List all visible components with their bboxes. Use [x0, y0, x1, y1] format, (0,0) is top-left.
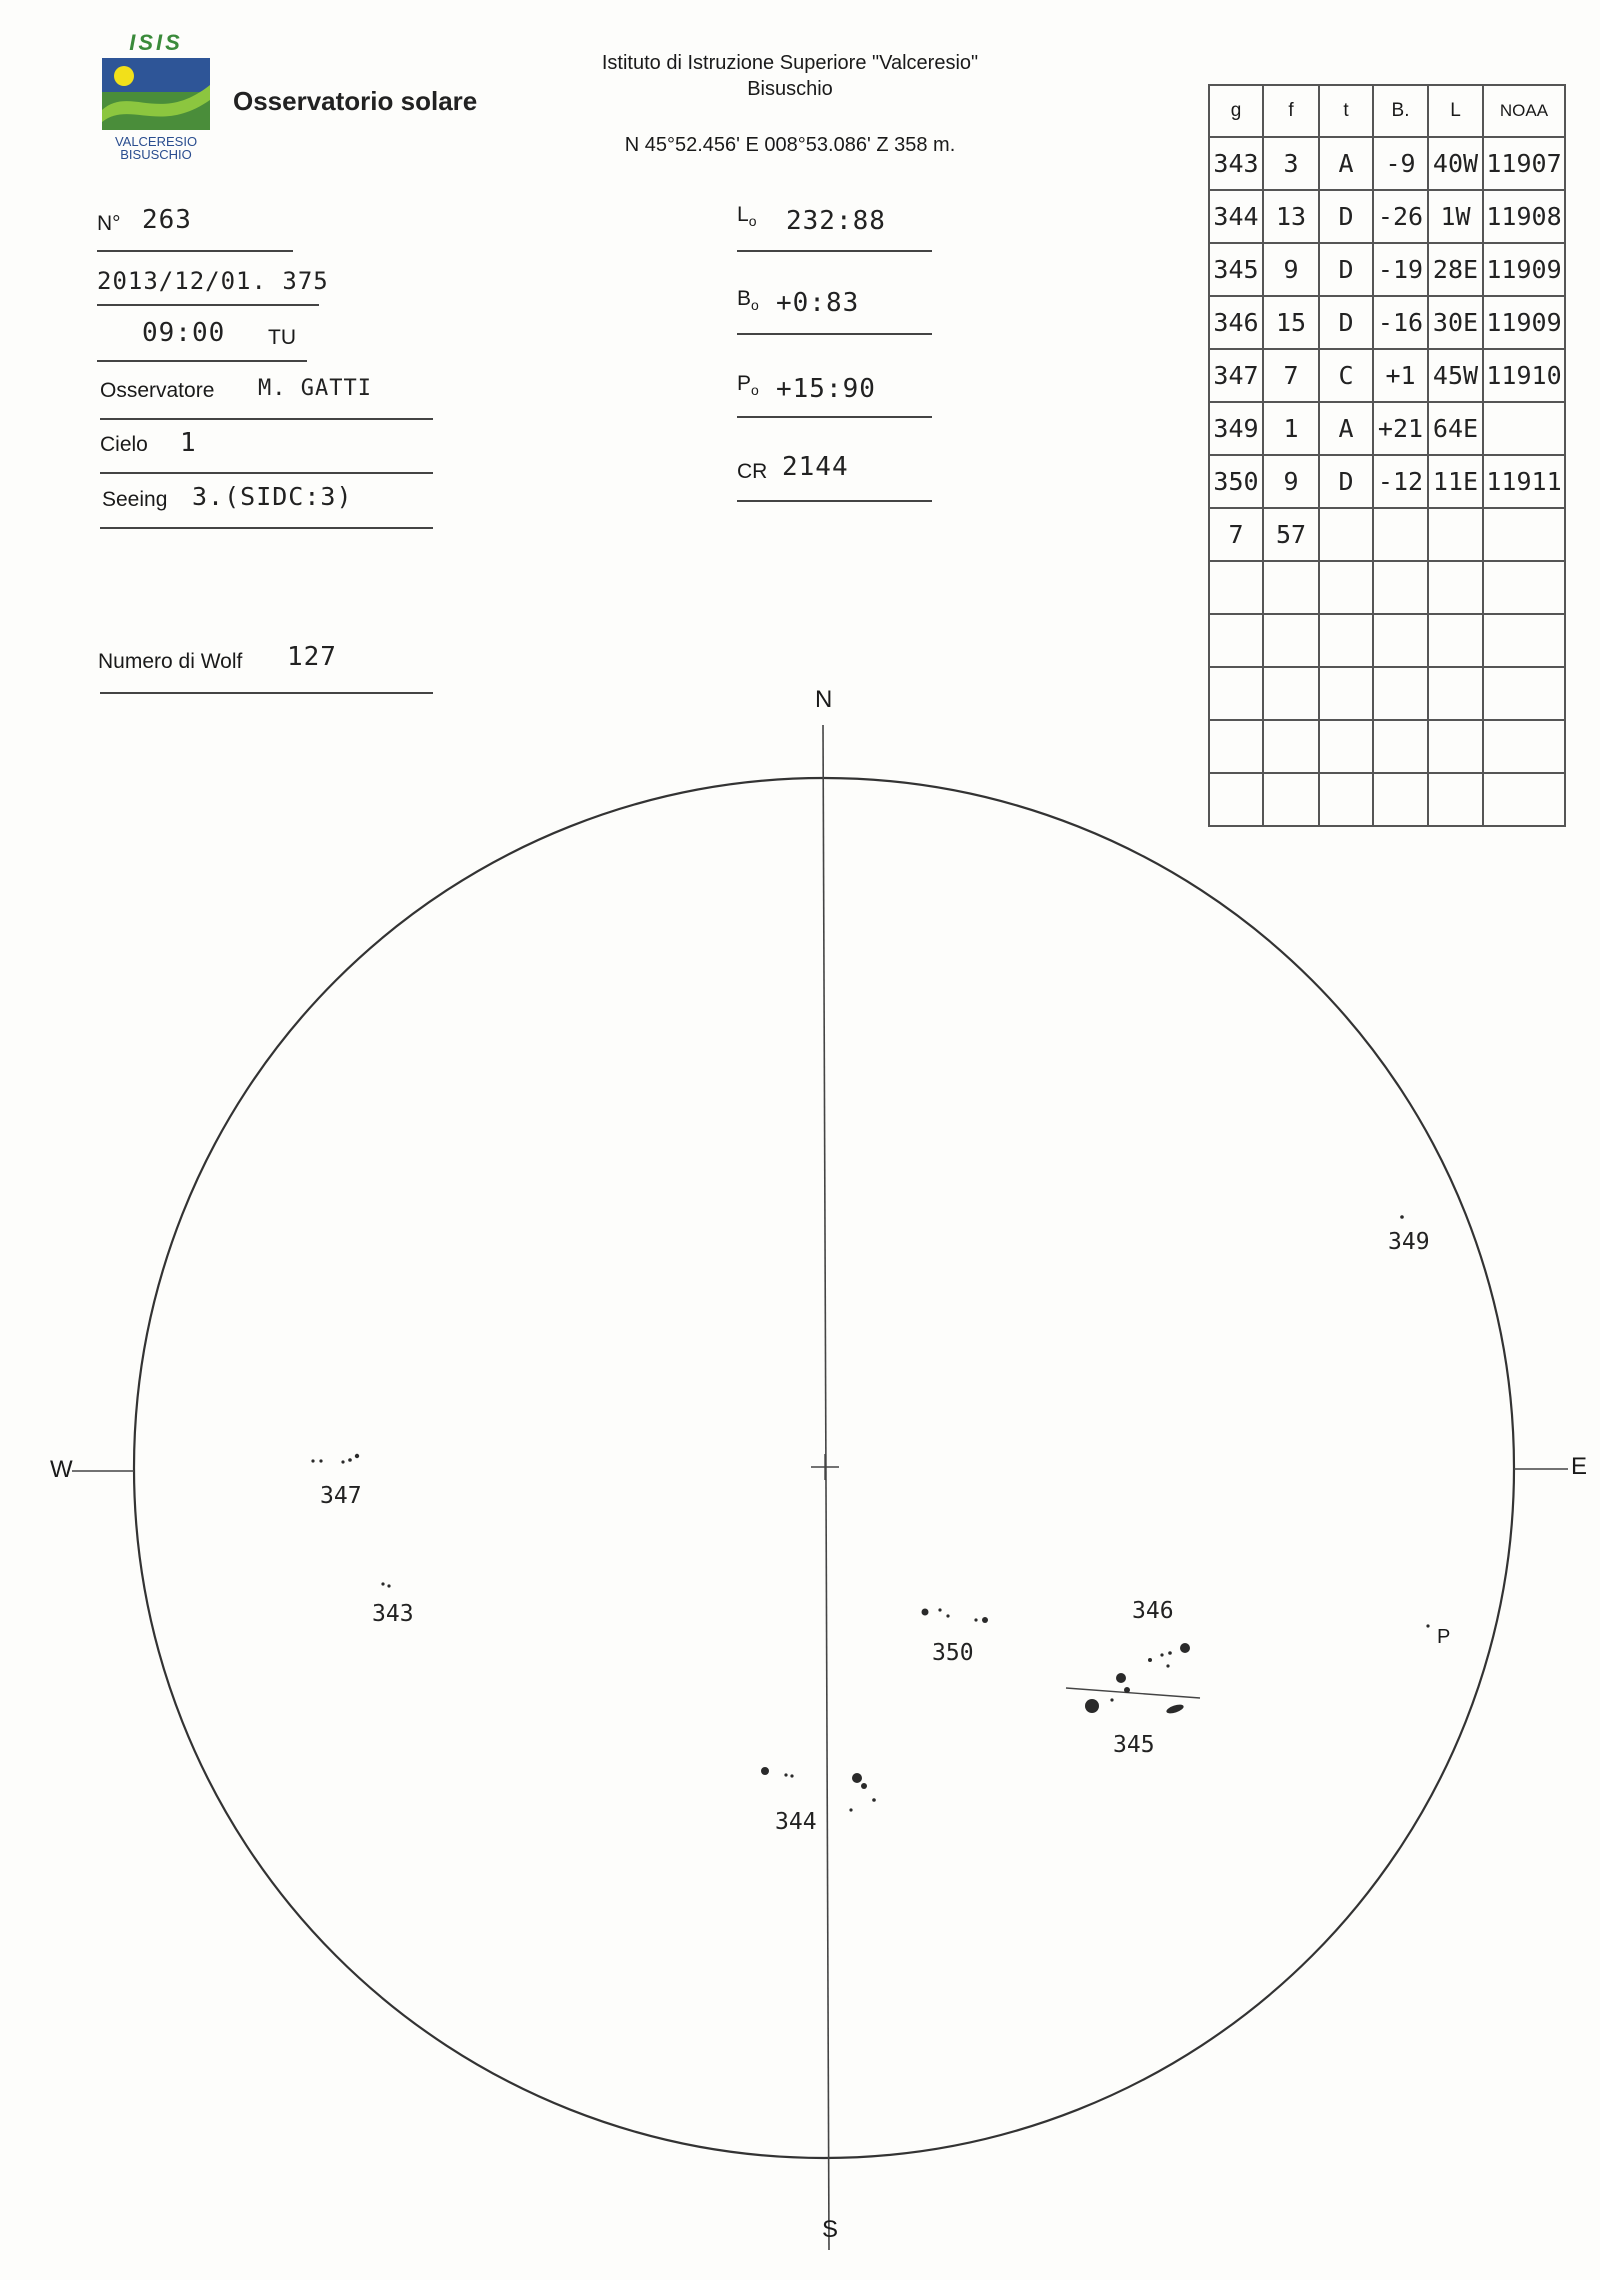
group-350-spots [922, 1608, 989, 1623]
site-coordinates: N 45°52.456' E 008°53.086' Z 358 m. [624, 134, 956, 156]
p0-value: +15:90 [776, 374, 876, 404]
cell-longitude: 11E [1428, 455, 1483, 508]
logo-caption-line2: BISUSCHIO [120, 147, 192, 162]
b0-letter: B [737, 287, 752, 310]
b0-value: +0:83 [776, 288, 860, 318]
north-label: N [815, 686, 833, 713]
l0-subscript: o [748, 213, 757, 230]
institute-name: Istituto di Istruzione Superiore "Valceresio" [601, 52, 979, 74]
cell-noaa: 11908 [1483, 190, 1565, 243]
cell-spots: 15 [1263, 296, 1319, 349]
east-label: E [1571, 1453, 1588, 1480]
number-label: N° [97, 212, 121, 235]
cell-noaa: 11909 [1483, 296, 1565, 349]
cell-group: 350 [1209, 455, 1263, 508]
cell-latitude: -12 [1373, 455, 1428, 508]
l0-letter: L [737, 203, 749, 226]
cell-latitude: -26 [1373, 190, 1428, 243]
cell-group: 344 [1209, 190, 1263, 243]
cell-noaa: 11911 [1483, 455, 1565, 508]
seeing-label: Seeing [102, 488, 168, 511]
logo-wordmark: ISIS [129, 30, 183, 55]
cell-longitude: 28E [1428, 243, 1483, 296]
cell-type: D [1319, 190, 1373, 243]
cell-latitude: +1 [1373, 349, 1428, 402]
institute-town: Bisuschio [747, 78, 833, 100]
cell-spots: 57 [1263, 508, 1319, 561]
cell-group: 345 [1209, 243, 1263, 296]
cell-type: C [1319, 349, 1373, 402]
header-group: g [1209, 85, 1263, 137]
south-label: S [822, 2216, 839, 2243]
p-marker-label: P [1437, 1626, 1451, 1648]
cell-longitude: 64E [1428, 402, 1483, 455]
p0-letter: P [737, 372, 752, 395]
cell-noaa: 11909 [1483, 243, 1565, 296]
logo-caption-line1: VALCERESIO [114, 134, 198, 149]
disc-group-label-343: 343 [372, 1601, 414, 1627]
disc-group-label-344: 344 [775, 1809, 817, 1835]
p0-subscript: o [751, 382, 759, 399]
cell-type: A [1319, 137, 1373, 190]
cr-value: 2144 [782, 452, 849, 482]
b0-subscript: o [751, 297, 759, 314]
cell-spots: 9 [1263, 455, 1319, 508]
header-noaa: NOAA [1483, 85, 1565, 137]
sky-label: Cielo [100, 433, 148, 456]
meridian-axis [823, 725, 829, 2250]
group-349-spots [1400, 1215, 1404, 1219]
cell-latitude: -16 [1373, 296, 1428, 349]
cell-group: 7 [1209, 508, 1263, 561]
cell-latitude: -9 [1373, 137, 1428, 190]
wolf-number-value: 127 [287, 642, 337, 672]
cell-latitude: -19 [1373, 243, 1428, 296]
cell-noaa: 11907 [1483, 137, 1565, 190]
cell-group: 347 [1209, 349, 1263, 402]
group-343-spots [381, 1582, 390, 1587]
sunspots [311, 1215, 1429, 1811]
cell-longitude: 1W [1428, 190, 1483, 243]
cell-group: 349 [1209, 402, 1263, 455]
cell-noaa: 11910 [1483, 349, 1565, 402]
observer-label: Osservatore [100, 379, 215, 402]
cell-type: D [1319, 455, 1373, 508]
cell-longitude: 45W [1428, 349, 1483, 402]
cell-spots: 3 [1263, 137, 1319, 190]
header-spots: f [1263, 85, 1319, 137]
disc-group-label-350: 350 [932, 1640, 974, 1666]
cell-spots: 7 [1263, 349, 1319, 402]
sky-value: 1 [180, 428, 197, 458]
observation-number: 263 [142, 205, 192, 235]
cell-longitude: 30E [1428, 296, 1483, 349]
seeing-value: 3.(SIDC:3) [192, 482, 353, 511]
observation-date: 2013/12/01. 375 [97, 267, 329, 295]
cell-spots: 9 [1263, 243, 1319, 296]
l0-value: 232:88 [786, 206, 886, 236]
disc-group-label-346: 346 [1132, 1598, 1174, 1624]
disc-group-label-345: 345 [1113, 1732, 1155, 1758]
wolf-number-label: Numero di Wolf [98, 650, 243, 673]
observer-name: M. GATTI [258, 376, 372, 401]
group-345-spots [1085, 1673, 1185, 1715]
cell-latitude: +21 [1373, 402, 1428, 455]
cell-type: D [1319, 243, 1373, 296]
header-type: t [1319, 85, 1373, 137]
disc-group-label-347: 347 [320, 1483, 362, 1509]
observatory-title: Osservatorio solare [233, 86, 478, 116]
group-346-spots [1148, 1643, 1190, 1668]
p-marker-dot [1426, 1624, 1429, 1627]
cell-type: D [1319, 296, 1373, 349]
cell-longitude: 40W [1428, 137, 1483, 190]
cell-type: A [1319, 402, 1373, 455]
cell-spots: 1 [1263, 402, 1319, 455]
disc-group-label-349: 349 [1388, 1229, 1430, 1255]
group-344-spots [761, 1767, 876, 1812]
header-longitude: L [1428, 85, 1483, 137]
observation-time: 09:00 [142, 318, 226, 348]
group-347-spots [311, 1454, 359, 1464]
header-latitude: B. [1373, 85, 1428, 137]
cell-spots: 13 [1263, 190, 1319, 243]
cell-group: 343 [1209, 137, 1263, 190]
cr-label: CR [737, 460, 768, 483]
cell-group: 346 [1209, 296, 1263, 349]
group-345-axis-line [1066, 1688, 1200, 1698]
west-label: W [50, 1456, 73, 1483]
time-unit: TU [268, 326, 296, 349]
